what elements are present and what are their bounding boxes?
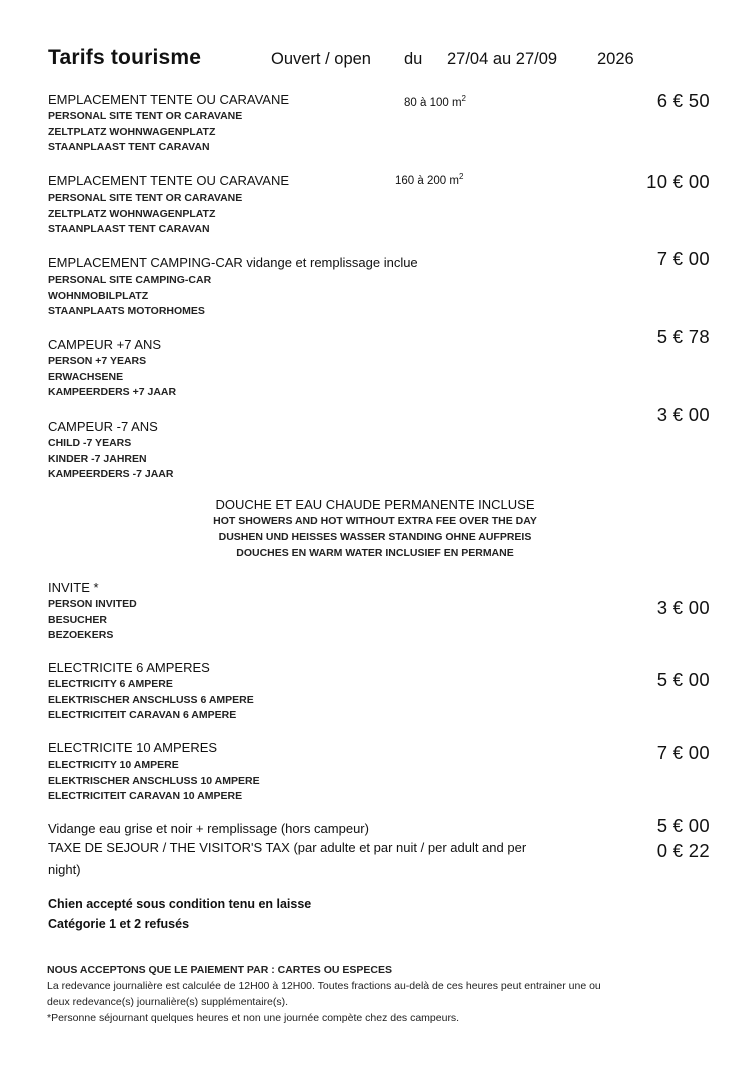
dogs-note: Chien accepté sous condition tenu en laisse bbox=[48, 897, 312, 911]
item-sub: PERSONAL SITE CAMPING-CAR bbox=[48, 274, 212, 286]
item-title: CAMPEUR +7 ANS bbox=[48, 337, 162, 352]
vidange-price: 5 € 00 bbox=[656, 815, 710, 836]
item-sub: BEZOEKERS bbox=[48, 629, 114, 641]
item-sub: ZELTPLATZ WOHNWAGENPLATZ bbox=[48, 125, 216, 138]
item-price: 3 € 00 bbox=[656, 597, 710, 618]
item-sub: PERSONAL SITE TENT OR CARAVANE bbox=[48, 110, 243, 122]
showers-line: DOUCHES EN WARM WATER INCLUSIEF EN PERMANE bbox=[236, 546, 514, 559]
showers-line: DUSHEN UND HEISSES WASSER STANDING OHNE AUFPREIS bbox=[218, 531, 532, 543]
page-title: Tarifs tourisme bbox=[48, 46, 202, 69]
item-sub: ELEKTRISCHER ANSCHLUSS 10 AMPERE bbox=[48, 774, 260, 787]
footer-note: La redevance journalière est calculée de 12H00 à 12H00. Toutes fractions au-delà de ces heures peut entrainer une ou bbox=[47, 980, 601, 992]
item-price: 7 € 00 bbox=[656, 742, 710, 763]
item-sub: KAMPEERDERS -7 JAAR bbox=[48, 468, 174, 480]
item-price: 5 € 00 bbox=[656, 669, 710, 690]
item-sub: BESUCHER bbox=[48, 613, 107, 626]
item-sub: STAANPLAATS MOTORHOMES bbox=[48, 305, 205, 317]
item-sub: WOHNMOBILPLATZ bbox=[48, 289, 149, 302]
item-title: EMPLACEMENT TENTE OU CARAVANE bbox=[48, 173, 290, 188]
footer-note: *Personne séjournant quelques heures et non une journée compète chez des campeurs. bbox=[47, 1012, 460, 1024]
open-du: du bbox=[404, 50, 423, 68]
item-area: 80 à 100 $m^2$ bbox=[404, 94, 466, 109]
item-sub: ELECTRICITEIT CARAVAN 10 AMPERE bbox=[48, 790, 243, 802]
item-price: 10 € 00 bbox=[646, 171, 710, 192]
item-sub: CHILD -7 YEARS bbox=[48, 437, 132, 449]
item-sub: PERSON INVITED bbox=[48, 598, 137, 610]
item-title: EMPLACEMENT TENTE OU CARAVANE bbox=[48, 92, 290, 107]
item-title: ELECTRICITE 10 AMPERES bbox=[48, 740, 218, 755]
open-year: 2026 bbox=[597, 50, 634, 68]
taxe-price: 0 € 22 bbox=[656, 840, 710, 861]
item-title: EMPLACEMENT CAMPING-CAR vidange et remplissage inclue bbox=[48, 255, 418, 270]
item-sub: PERSON +7 YEARS bbox=[48, 355, 147, 367]
taxe-label-cont: night) bbox=[48, 862, 81, 877]
item-price: 7 € 00 bbox=[656, 248, 710, 269]
item-sub: PERSONAL SITE TENT OR CARAVANE bbox=[48, 192, 243, 204]
taxe-label: TAXE DE SEJOUR / THE VISITOR'S TAX (par adulte et par nuit / per adult and per bbox=[48, 840, 527, 855]
item-sub: ZELTPLATZ WOHNWAGENPLATZ bbox=[48, 207, 216, 220]
item-sub: KAMPEERDERS +7 JAAR bbox=[48, 386, 177, 398]
item-sub: ERWACHSENE bbox=[48, 370, 124, 383]
item-sub: STAANPLAAST TENT CARAVAN bbox=[48, 141, 210, 153]
item-sub: STAANPLAAST TENT CARAVAN bbox=[48, 223, 210, 235]
item-sub: ELECTRICITEIT CARAVAN 6 AMPERE bbox=[48, 709, 237, 721]
payment-note: NOUS ACCEPTONS QUE LE PAIEMENT PAR : CARTES OU ESPECES bbox=[47, 964, 392, 976]
item-title: CAMPEUR -7 ANS bbox=[48, 419, 158, 434]
footer-note: deux redevance(s) journalière(s) supplémentaire(s). bbox=[47, 996, 289, 1008]
item-sub: ELECTRICITY 6 AMPERE bbox=[48, 678, 173, 690]
open-dates: 27/04 au 27/09 bbox=[447, 50, 558, 68]
item-sub: ELEKTRISCHER ANSCHLUSS 6 AMPERE bbox=[48, 693, 254, 706]
item-area: 160 à 200 $m^2$ bbox=[395, 172, 464, 187]
item-sub: ELECTRICITY 10 AMPERE bbox=[48, 759, 179, 771]
item-price: 3 € 00 bbox=[656, 404, 710, 425]
item-sub: KINDER -7 JAHREN bbox=[48, 452, 147, 465]
item-price: 5 € 78 bbox=[656, 326, 710, 347]
open-label: Ouvert / open bbox=[271, 50, 371, 68]
vidange-label: Vidange eau grise et noir + remplissage (hors campeur) bbox=[48, 821, 369, 836]
item-title: ELECTRICITE 6 AMPERES bbox=[48, 660, 210, 675]
item-title: INVITE * bbox=[48, 580, 99, 595]
dogs-note: Catégorie 1 et 2 refusés bbox=[48, 917, 190, 931]
showers-line: HOT SHOWERS AND HOT WITHOUT EXTRA FEE OVER THE DAY bbox=[213, 515, 537, 527]
showers-title: DOUCHE ET EAU CHAUDE PERMANENTE INCLUSE bbox=[215, 497, 535, 512]
item-price: 6 € 50 bbox=[656, 90, 710, 111]
